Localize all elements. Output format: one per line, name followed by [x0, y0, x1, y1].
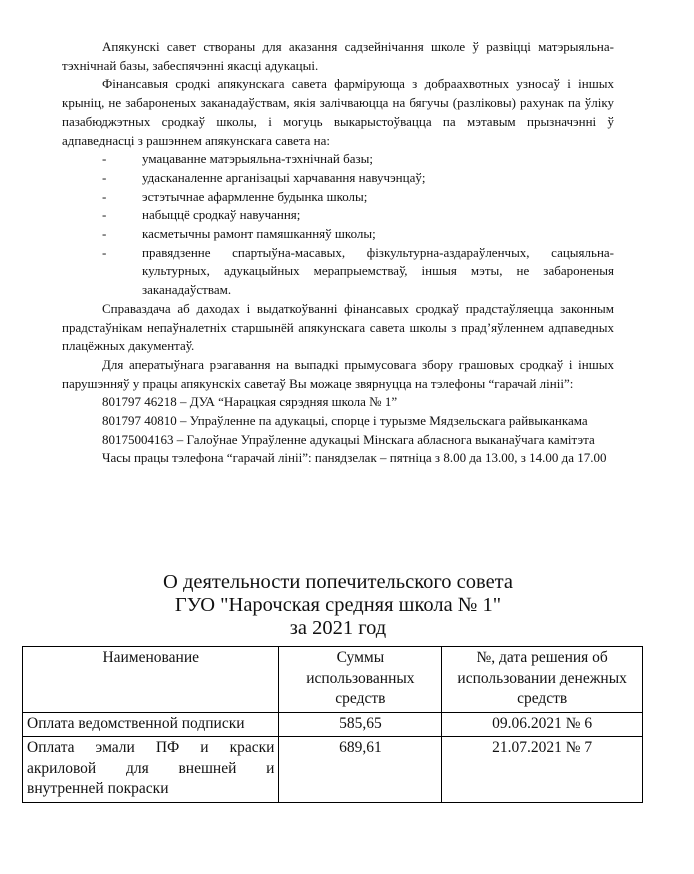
contact-school: 801797 46218 – ДУА “Нарацкая сярэдняя школа № 1”: [102, 394, 398, 410]
report-title-line-3: за 2021 год: [289, 616, 387, 639]
list-item: [62, 188, 614, 207]
report-paragraph: Справаздача аб даходах і выдаткоўванні фінансавых сродкаў прадстаўляецца законным прадстаўнікам непаўналетніх старшынёй апякунскага савета школы з прад’яўленнем адпаведных плацёжных дакументаў.: [62, 300, 614, 354]
cell-decision: 21.07.2021 № 7: [442, 737, 643, 803]
list-item-text: эстэтычнае афармленне будынка школы;: [142, 188, 368, 204]
contact-district: 801797 40810 – Упраўленне па адукацыі, спорце і турызме Мядзельскага райвыканкама: [102, 413, 588, 429]
list-item-text: умацаванне матэрыяльна-тэхнічнай базы;: [142, 151, 373, 167]
purposes-list: [62, 150, 614, 300]
list-item: [62, 206, 614, 225]
dash-bullet: -: [102, 169, 107, 185]
table-row: [23, 737, 643, 803]
list-item: [62, 225, 614, 244]
cell-decision: 09.06.2021 № 6: [442, 712, 643, 737]
cell-name: Оплата эмали ПФ и краски акриловой для внешней и внутренней покраски: [23, 737, 279, 803]
dash-bullet: -: [102, 151, 107, 167]
list-item-text: правядзенне спартыўна-масавых, фізкультурна-аздараўленчых, сацыяльна-культурных, адукацыйных мерапрыемстваў, іншыя мэты, не забароненыя заканадаўствам.: [142, 244, 614, 298]
dash-bullet: -: [102, 188, 107, 204]
intro-paragraph-1: Апякунскі савет створаны для аказання садзейнічання школе ў развіцці матэрыяльна-тэхнічнай базы, забеспячэнні якасці адукацыі.: [62, 39, 614, 73]
list-item: [62, 150, 614, 169]
contact-region: 80175004163 – Галоўнае Упраўленне адукацыі Мінскага абласнога выканаўчага камітэта: [102, 431, 595, 447]
hotline-hours: Часы працы тэлефона “гарачай лініі”: панядзелак – пятніца з 8.00 да 13.00, з 14.00 да 17.00: [102, 450, 607, 466]
hotline-intro: Для аператыўнага рэагавання на выпадкі прымусовага збору грашовых сродкаў і іншых парушэнняў у працы апякунскіх саветаў Вы можаце звярнуцца на тэлефоны “гарачай лініі”:: [62, 356, 614, 391]
info-text-block: [62, 38, 614, 468]
cell-sum: 585,65: [279, 712, 442, 737]
cell-sum: 689,61: [279, 737, 442, 803]
report-title-line-1: О деятельности попечительского совета: [163, 571, 513, 593]
list-item-text: набыццё сродкаў навучання;: [142, 207, 301, 223]
dash-bullet: -: [102, 244, 107, 260]
list-item-text: удасканаленне арганізацыі харчавання навучэнцаў;: [142, 169, 426, 185]
list-item-text: касметычны рамонт памяшканняў школы;: [142, 226, 376, 242]
report-title-line-2: ГУО "Нарочская средняя школа № 1": [174, 593, 502, 616]
cell-name: Оплата ведомственной подписки: [23, 712, 279, 737]
header-sum: Суммы использованных средств: [279, 647, 442, 713]
dash-bullet: -: [102, 226, 107, 242]
header-decision: №, дата решения об использовании денежных средств: [442, 647, 643, 713]
table-row: [23, 712, 643, 737]
list-item: [62, 244, 614, 300]
dash-bullet: -: [102, 207, 107, 223]
intro-paragraph-2: Фінансавыя сродкі апякунскага савета фармірующа з добраахвотных узносаў і іншых крыніц, не забароненых заканадаўствам, якія залічваюцца на бягучы (разліковы) рахунак па ўліку пазабюджэтных сродкаў школы, і могуць выкарыстоўвацца па мэтавым прызначэнні ў адпаведнасці з рашэннем апякунскага савета на:: [62, 76, 614, 148]
table-header-row: [23, 647, 643, 713]
header-name: Наименование: [23, 647, 279, 713]
expenses-table: [22, 646, 643, 803]
report-title: [62, 571, 614, 639]
list-item: [62, 169, 614, 188]
